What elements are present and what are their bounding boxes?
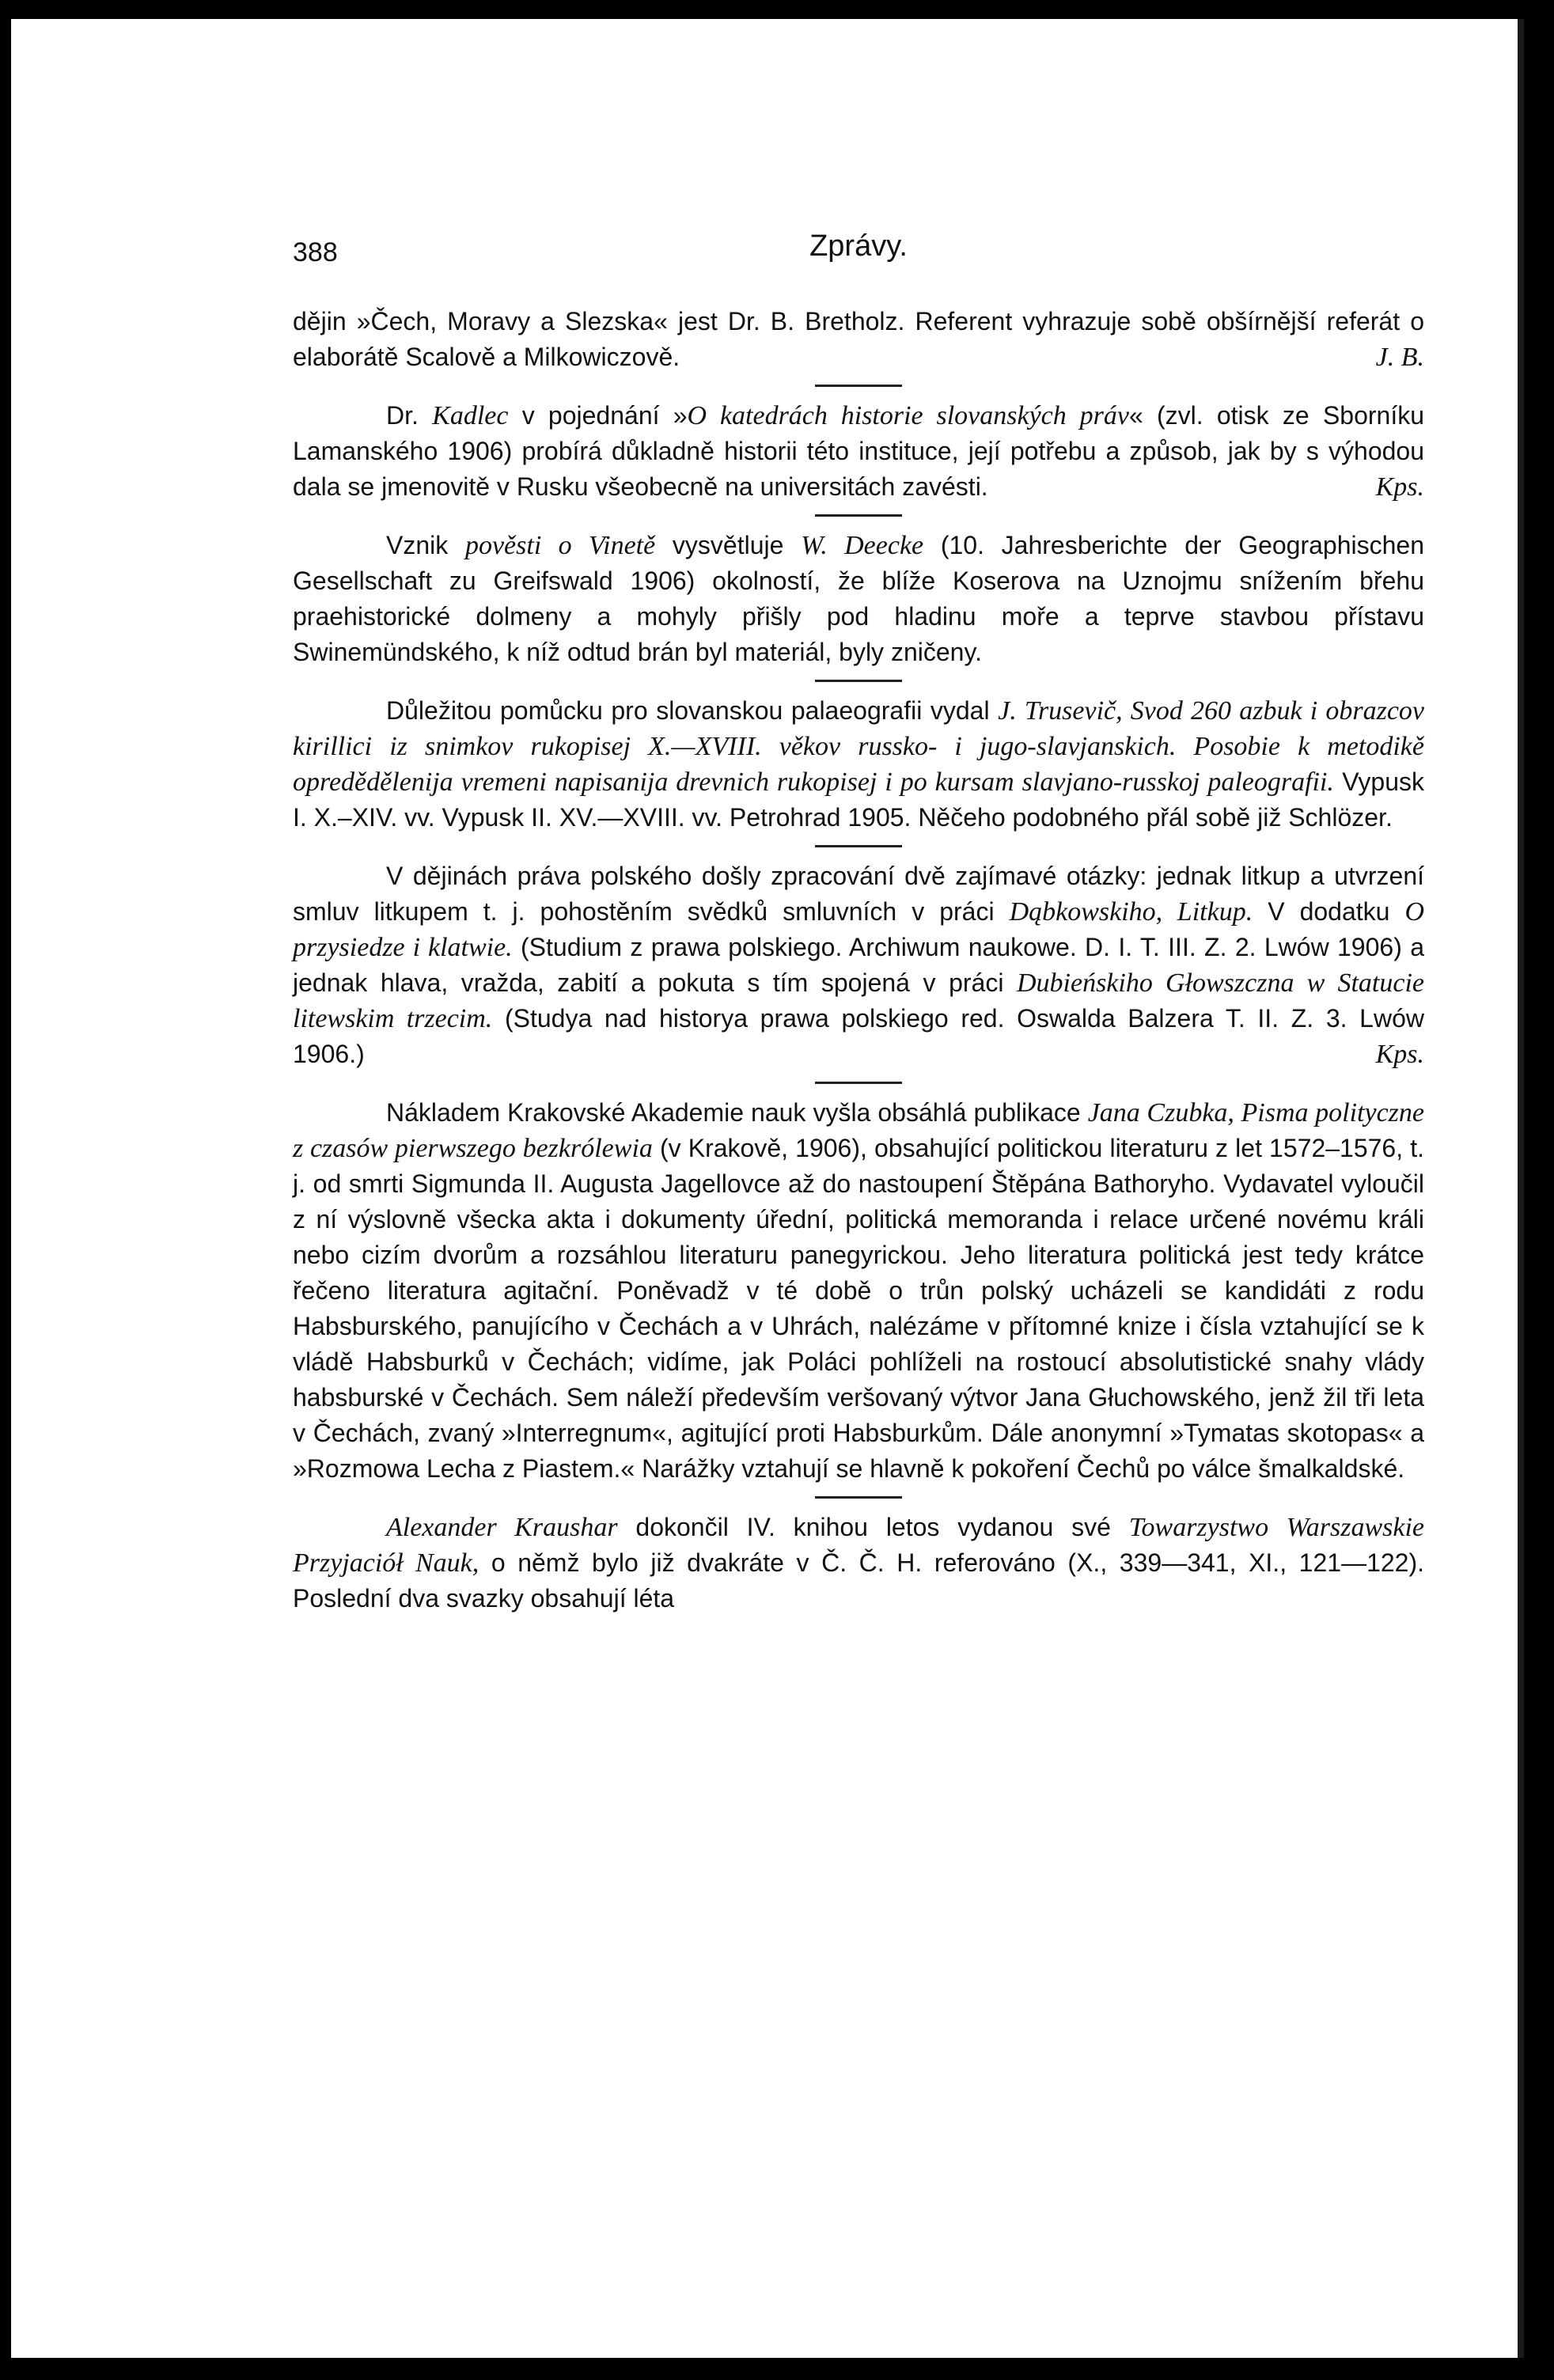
text-run: dokončil IV. knihou letos vydanou své xyxy=(617,1513,1129,1541)
paragraph-czubek xyxy=(293,1095,1424,1487)
text-run: Dr. xyxy=(386,401,433,430)
text-run: v pojednání » xyxy=(508,401,688,430)
text-run: V dodatku xyxy=(1253,897,1405,926)
page-header xyxy=(293,222,1424,269)
separator-rule xyxy=(815,385,902,387)
text-run: (Studium z prawa polskiego. Archiwum naukowe. D. I. T. III. Z. 2. Lwów 1906) a jednak hlava, vražda, zabití a pokuta s tím spojená v práci xyxy=(293,933,1424,997)
work-title: pověsti o Vinetě xyxy=(464,531,656,560)
separator-rule xyxy=(815,1082,902,1084)
text-run: Důležitou pomůcku pro slovanskou palaeografii vydal xyxy=(386,696,999,725)
paragraph-kraushar xyxy=(293,1510,1424,1616)
work-title: O katedrách historie slovanských práv xyxy=(687,401,1129,430)
body-text xyxy=(293,304,1424,1616)
paragraph-vineta xyxy=(293,528,1424,670)
text-run: (v Krakově, 1906), obsahující politickou literaturu z let 1572–1576, t. j. od smrti Sigmunda II. Augusta Jagellovce až do nastoupení Štěpána Bathoryho. Vydavatel vyloučil z ní výslovně všecka akta i dokumenty úřední, politická memoranda i relace určené novému králi nebo cizím dvorům a rozsáhlou literaturu panegyrickou. Jeho literatura politická jest tedy krátce řečeno literatura agitační. Poněvadž v té době o trůn polský ucházeli se kandidáti z rodu Habsburského, panujícího v Čechách a v Uhrách, nalézáme v přítomné knize i čísla vztahující se k vládě Habsburků v Čechách; vidíme, jak Poláci pohlíželi na rostoucí absolutistické snahy vlády habsburské v Čechách. Sem náleží především veršovaný výtvor Jana Głuchowského, jenž žil tři leta v Čechách, zvaný »Interregnum«, agitující proti Habsburkům. Dále anonymní »Tymatas skotopas« a »Rozmowa Lecha z Piastem.« Narážky vztahují se hlavně k pokoření Čechů po válce šmalkaldské. xyxy=(293,1134,1424,1483)
text-run: Nákladem Krakovské Akademie nauk vyšla obsáhlá publikace xyxy=(386,1098,1088,1127)
text-run: V dějinách práva polského došly zpracování dvě zajímavé otázky: jednak litkup a utvrzení smluv litkupem t. j. pohostěním svědků smluvních v práci xyxy=(293,862,1424,926)
work-title: J. Trusevič, Svod 260 azbuk i obrazcov kirillici iz snimkov rukopisej X.—XVIII. věkov russko- i jugo-slavjanskich. Posobie k metodikě opredědělenija vremeni napisanija drevnich rukopisej i po kursam slavjano-russkoj paleografii. xyxy=(293,696,1424,797)
author-name: Kadlec xyxy=(432,401,509,430)
paragraph-text: dějin »Čech, Moravy a Slezska« jest Dr. B. Bretholz. Referent vyhrazuje sobě obšírnější referát o elaborátě Scalově a Milkowiczově. xyxy=(293,307,1424,371)
paragraph-polish-law xyxy=(293,858,1424,1072)
signature: Kps. xyxy=(1375,472,1424,502)
work-title: Dąbkowskiho, Litkup. xyxy=(1009,897,1253,927)
book-page xyxy=(11,19,1524,2358)
work-title: Dubieńskiho Głowszczna w Statucie litewskim trzecim. xyxy=(293,968,1424,1033)
text-run: (10. Jahresberichte der Geographischen Gesellschaft zu Greifswald 1906) okolností, že blíže Koserova na Uznojmu snížením břehu praehistorické dolmeny a mohyly přišly pod hladinu moře a teprve stavbou přístavu Swinemündského, k níž odtud brán byl materiál, byly zničeny. xyxy=(293,531,1425,666)
paragraph-kadlec xyxy=(293,398,1424,505)
work-title: Jana Czubka, Pisma polityczne z czasów pierwszego bezkrólewia xyxy=(293,1098,1424,1163)
page-number: 388 xyxy=(293,237,338,267)
separator-rule xyxy=(815,680,902,682)
work-title: Towarzystwo Warszawskie Przyjaciół Nauk, xyxy=(293,1513,1424,1578)
binding-edge xyxy=(1518,19,1524,2358)
author-name: W. Deecke xyxy=(801,531,924,560)
paragraph-trusevic xyxy=(293,693,1424,836)
work-title: O przysiedze i klatwie. xyxy=(293,897,1425,962)
running-title: Zprávy. xyxy=(809,229,908,263)
author-name: Alexander Kraushar xyxy=(386,1513,618,1542)
text-run: « (zvl. otisk ze Sborníku Lamanského 1906) probírá důkladně historii této instituce, její potřebu a způsob, jak by s výhodou dala se jmenovitě v Rusku všeobecně na universitách zavésti. xyxy=(293,401,1425,501)
text-run: vysvětluje xyxy=(655,531,802,559)
text-run: Vypusk I. X.–XIV. vv. Vypusk II. XV.—XVIII. vv. Petrohrad 1905. Něčeho podobného přál sobě již Schlözer. xyxy=(293,767,1424,832)
text-run: Vznik xyxy=(386,531,465,559)
text-run: o němž bylo již dvakráte v Č. Č. H. referováno (X., 339—341, XI., 121—122). Poslední dva svazky obsahují léta xyxy=(293,1548,1425,1613)
signature: J. B. xyxy=(1375,343,1424,372)
separator-rule xyxy=(815,845,902,847)
separator-rule xyxy=(815,1496,902,1499)
signature: Kps. xyxy=(1375,1040,1424,1069)
text-run: (Studya nad historya prawa polskiego red. Oswalda Balzera T. II. Z. 3. Lwów 1906.) xyxy=(293,1004,1424,1068)
separator-rule xyxy=(815,514,902,517)
paragraph-bretholz xyxy=(293,304,1424,375)
